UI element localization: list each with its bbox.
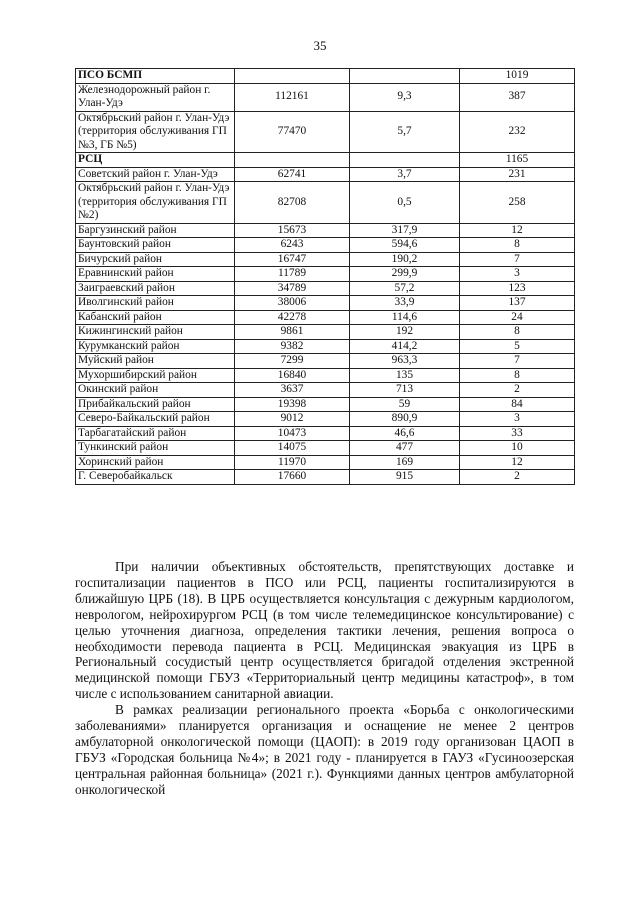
cell-population: 9012 — [235, 412, 350, 427]
cell-name: Еравнинский район — [76, 267, 235, 282]
cell-name: Бичурский район — [76, 252, 235, 267]
cell-count: 8 — [460, 325, 575, 340]
cell-rate — [350, 69, 460, 84]
cell-rate: 414,2 — [350, 339, 460, 354]
cell-rate: 59 — [350, 397, 460, 412]
cell-name: Советский район г. Улан-Удэ — [76, 167, 235, 182]
cell-rate: 57,2 — [350, 281, 460, 296]
cell-rate: 9,3 — [350, 83, 460, 111]
table-row — [76, 354, 575, 369]
paragraph-hospitalization: При наличии объективных обстоятельств, препятствующих доставке и госпитализации пациентов в ПСО или РСЦ, пациенты госпитализируются в ближайшую ЦРБ (18). В ЦРБ осуществляется консультация с дежурным кардиологом, неврологом, нейрохирургом РСЦ (в том числе телемедицинское консультирование) с целью уточнения диагноза, определения тактики лечения, решения вопроса о необходимости перевода пациента в РСЦ. Медицинская эвакуация из ЦРБ в Региональный сосудистый центр осуществляется бригадой отделения экстренной медицинской помощи ГБУЗ «Территориальный центр медицины катастроф», в том числе с использованием санитарной авиации. — [75, 559, 574, 702]
cell-population: 62741 — [235, 167, 350, 182]
cell-name: Муйский район — [76, 354, 235, 369]
table-row — [76, 83, 575, 111]
cell-name: Г. Северобайкальск — [76, 470, 235, 485]
cell-rate: 890,9 — [350, 412, 460, 427]
table-row — [76, 252, 575, 267]
cell-population: 34789 — [235, 281, 350, 296]
cell-count: 137 — [460, 296, 575, 311]
cell-population: 42278 — [235, 310, 350, 325]
cell-name: Кижингинский район — [76, 325, 235, 340]
cell-count: 123 — [460, 281, 575, 296]
cell-count: 33 — [460, 426, 575, 441]
cell-population: 112161 — [235, 83, 350, 111]
table-row — [76, 441, 575, 456]
cell-rate: 5,7 — [350, 111, 460, 153]
cell-rate: 963,3 — [350, 354, 460, 369]
cell-rate: 317,9 — [350, 223, 460, 238]
cell-population: 11789 — [235, 267, 350, 282]
cell-rate: 477 — [350, 441, 460, 456]
cell-count: 7 — [460, 252, 575, 267]
table-row — [76, 412, 575, 427]
cell-count: 2 — [460, 383, 575, 398]
cell-count: 2 — [460, 470, 575, 485]
cell-name: Курумканский район — [76, 339, 235, 354]
cell-count: 232 — [460, 111, 575, 153]
table-row — [76, 167, 575, 182]
cell-count: 231 — [460, 167, 575, 182]
cell-name: Кабанский район — [76, 310, 235, 325]
cell-name: Заиграевский район — [76, 281, 235, 296]
cell-rate: 594,6 — [350, 238, 460, 253]
cell-count: 3 — [460, 267, 575, 282]
table-section-row — [76, 153, 575, 168]
cell-count: 12 — [460, 223, 575, 238]
table-row — [76, 296, 575, 311]
cell-count: 10 — [460, 441, 575, 456]
cell-population: 38006 — [235, 296, 350, 311]
cell-population: 11970 — [235, 455, 350, 470]
table-row — [76, 426, 575, 441]
cell-name: РСЦ — [76, 153, 235, 168]
cell-name: Иволгинский район — [76, 296, 235, 311]
page-number: 35 — [313, 38, 327, 53]
table-body — [76, 69, 575, 485]
cell-population: 7299 — [235, 354, 350, 369]
table-row — [76, 368, 575, 383]
cell-count: 3 — [460, 412, 575, 427]
cell-rate: 0,5 — [350, 182, 460, 224]
cell-rate: 713 — [350, 383, 460, 398]
table-row — [76, 383, 575, 398]
cell-name: Октябрьский район г. Улан-Удэ (территория обслуживания ГП №3, ГБ №5) — [76, 111, 235, 153]
cell-name: Тункинский район — [76, 441, 235, 456]
cell-rate: 192 — [350, 325, 460, 340]
cell-name: Железнодорожный район г. Улан-Удэ — [76, 83, 235, 111]
cell-count: 8 — [460, 238, 575, 253]
cell-count: 258 — [460, 182, 575, 224]
table-row — [76, 281, 575, 296]
table-row — [76, 111, 575, 153]
table-row — [76, 325, 575, 340]
statistics-table — [75, 68, 575, 485]
cell-rate: 169 — [350, 455, 460, 470]
cell-count: 24 — [460, 310, 575, 325]
cell-count: 1165 — [460, 153, 575, 168]
cell-count: 84 — [460, 397, 575, 412]
cell-population: 16747 — [235, 252, 350, 267]
cell-rate: 915 — [350, 470, 460, 485]
cell-population: 9861 — [235, 325, 350, 340]
cell-name: ПСО БСМП — [76, 69, 235, 84]
table-section-row — [76, 69, 575, 84]
cell-population: 82708 — [235, 182, 350, 224]
table-row — [76, 182, 575, 224]
cell-rate: 3,7 — [350, 167, 460, 182]
paragraph-oncology-centers: В рамках реализации регионального проекта «Борьба с онкологическими заболеваниями» планируется организация и оснащение не менее 2 центров амбулаторной онкологической помощи (ЦАОП): в 2019 году организован ЦАОП в ГБУЗ «Городская больница №4»; в 2021 году - планируется в ГАУЗ «Гусиноозерская центральная районная больница» (2021 г.). Функциями данных центров амбулаторной онкологической — [75, 702, 574, 797]
table-row — [76, 223, 575, 238]
cell-rate: 46,6 — [350, 426, 460, 441]
cell-count: 5 — [460, 339, 575, 354]
cell-name: Хоринский район — [76, 455, 235, 470]
cell-name: Мухоршибирский район — [76, 368, 235, 383]
cell-name: Северо-Байкальский район — [76, 412, 235, 427]
cell-population: 16840 — [235, 368, 350, 383]
cell-population: 19398 — [235, 397, 350, 412]
cell-name: Октябрьский район г. Улан-Удэ (территория обслуживания ГП №2) — [76, 182, 235, 224]
cell-population: 10473 — [235, 426, 350, 441]
table-row — [76, 339, 575, 354]
cell-population — [235, 69, 350, 84]
cell-population: 17660 — [235, 470, 350, 485]
cell-count: 8 — [460, 368, 575, 383]
cell-rate — [350, 153, 460, 168]
cell-name: Баргузинский район — [76, 223, 235, 238]
cell-count: 1019 — [460, 69, 575, 84]
table-row — [76, 267, 575, 282]
cell-name: Баунтовский район — [76, 238, 235, 253]
cell-rate: 33,9 — [350, 296, 460, 311]
table-row — [76, 238, 575, 253]
body-text — [75, 559, 574, 798]
table-row — [76, 310, 575, 325]
cell-population: 9382 — [235, 339, 350, 354]
table-row — [76, 397, 575, 412]
cell-population: 6243 — [235, 238, 350, 253]
cell-name: Прибайкальский район — [76, 397, 235, 412]
cell-rate: 190,2 — [350, 252, 460, 267]
cell-population: 77470 — [235, 111, 350, 153]
cell-name: Тарбагатайский район — [76, 426, 235, 441]
cell-rate: 114,6 — [350, 310, 460, 325]
cell-count: 387 — [460, 83, 575, 111]
cell-count: 7 — [460, 354, 575, 369]
cell-population: 3637 — [235, 383, 350, 398]
cell-population — [235, 153, 350, 168]
table-row — [76, 455, 575, 470]
cell-rate: 135 — [350, 368, 460, 383]
table-row — [76, 470, 575, 485]
cell-name: Окинский район — [76, 383, 235, 398]
cell-population: 14075 — [235, 441, 350, 456]
cell-population: 15673 — [235, 223, 350, 238]
cell-count: 12 — [460, 455, 575, 470]
cell-rate: 299,9 — [350, 267, 460, 282]
